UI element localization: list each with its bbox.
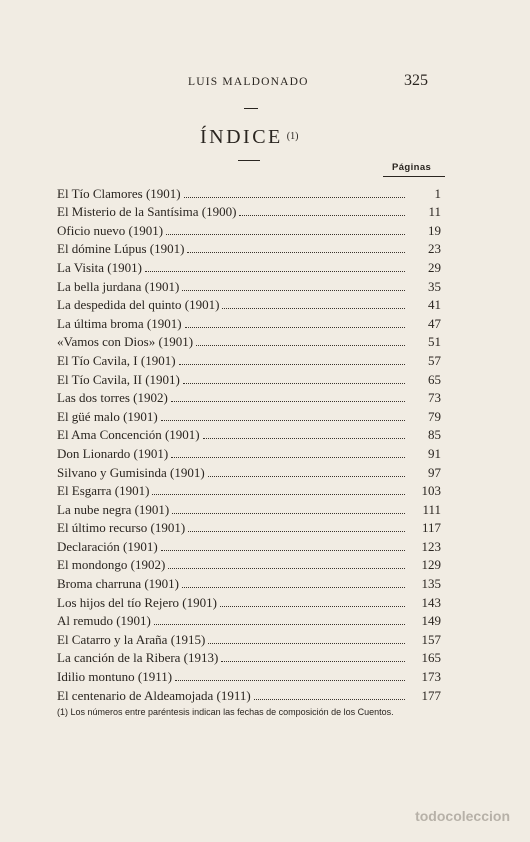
toc-entry (57, 593, 441, 612)
toc-entry (57, 649, 441, 668)
toc-entry-title: Los hijos del tío Rejero (1901) (57, 594, 217, 610)
toc-entry-page: 29 (428, 259, 441, 275)
toc-entry-title: Al remudo (1901) (57, 613, 151, 629)
toc-dot-leader (254, 699, 405, 700)
toc-entry (57, 296, 441, 315)
head-rule (244, 108, 258, 109)
toc-entry-page: 165 (421, 650, 441, 666)
toc-entry-title: Oficio nuevo (1901) (57, 222, 164, 238)
toc-dot-leader (166, 234, 405, 235)
title-rule (238, 160, 260, 161)
toc-entry (57, 444, 441, 463)
toc-entry (57, 519, 441, 538)
toc-entry-page: 149 (421, 613, 441, 629)
toc-entry (57, 277, 441, 296)
toc-dot-leader (196, 345, 405, 346)
toc-dot-leader (168, 568, 405, 569)
toc-entry (57, 351, 441, 370)
toc-entry-title: El güé malo (1901) (57, 408, 158, 424)
toc-dot-leader (208, 476, 405, 477)
toc-entry-page: 73 (428, 390, 441, 406)
toc-entry-title: Idilio montuno (1911) (57, 669, 173, 685)
toc-dot-leader (171, 401, 405, 402)
toc-entry-page: 23 (428, 241, 441, 257)
toc-entry (57, 240, 441, 259)
toc-entry-page: 117 (421, 520, 441, 536)
toc-entry-page: 123 (421, 538, 441, 554)
toc-dot-leader (161, 550, 405, 551)
toc-entry-page: 41 (428, 297, 441, 313)
title-footnote-mark: (1) (286, 131, 299, 142)
toc-entry (57, 482, 441, 501)
toc-entry-page: 111 (422, 501, 441, 517)
toc-entry-page: 85 (428, 427, 441, 443)
toc-entry-title: El dómine Lúpus (1901) (57, 241, 185, 257)
toc-entry-title: La bella jurdana (1901) (57, 278, 180, 294)
toc-dot-leader (239, 215, 405, 216)
toc-entry-page: 19 (428, 222, 441, 238)
toc-entry (57, 389, 441, 408)
toc-entry-title: Silvano y Gumisinda (1901) (57, 464, 205, 480)
toc-entry-page: 47 (428, 315, 441, 331)
toc-entry (57, 426, 441, 445)
toc-dot-leader (203, 438, 405, 439)
toc-dot-leader (188, 531, 405, 532)
toc-entry (57, 667, 441, 686)
toc-entry-page: 157 (421, 631, 441, 647)
toc-dot-leader (184, 197, 405, 198)
toc-entry (57, 203, 441, 222)
toc-entry (57, 574, 441, 593)
toc-dot-leader (222, 308, 405, 309)
toc-entry (57, 630, 441, 649)
toc-entry-title: El Tío Cavila, II (1901) (57, 371, 180, 387)
toc-entry (57, 612, 441, 631)
toc-entry-page: 143 (421, 594, 441, 610)
toc-dot-leader (145, 271, 405, 272)
toc-entry (57, 184, 441, 203)
toc-dot-leader (154, 624, 405, 625)
toc-entry (57, 463, 441, 482)
toc-dot-leader (172, 513, 405, 514)
table-of-contents (57, 184, 441, 705)
pages-header-rule (383, 176, 445, 177)
toc-dot-leader (182, 290, 405, 291)
toc-dot-leader (179, 364, 405, 365)
running-head (0, 72, 530, 94)
toc-entry (57, 221, 441, 240)
toc-entry (57, 537, 441, 556)
toc-dot-leader (183, 383, 405, 384)
toc-dot-leader (152, 494, 405, 495)
toc-entry-page: 97 (428, 464, 441, 480)
toc-entry (57, 407, 441, 426)
toc-entry (57, 258, 441, 277)
toc-entry (57, 686, 441, 705)
toc-entry-title: La última broma (1901) (57, 315, 182, 331)
toc-entry-title: El Esgarra (1901) (57, 483, 150, 499)
toc-dot-leader (175, 680, 405, 681)
pages-column-header: Páginas (392, 162, 432, 173)
toc-entry-title: El Tío Clamores (1901) (57, 185, 181, 201)
toc-entry (57, 556, 441, 575)
toc-entry-title: El Tío Cavila, I (1901) (57, 352, 176, 368)
toc-entry (57, 333, 441, 352)
toc-dot-leader (220, 606, 405, 607)
toc-entry-title: El centenario de Aldeamojada (1911) (57, 687, 251, 703)
footnote: (1) Los números entre paréntesis indican las fechas de composición de los Cuentos. (57, 707, 394, 717)
toc-entry-page: 65 (428, 371, 441, 387)
toc-entry-page: 57 (428, 352, 441, 368)
toc-entry-title: Declaración (1901) (57, 538, 158, 554)
toc-entry-title: Las dos torres (1902) (57, 390, 168, 406)
toc-entry-page: 91 (428, 445, 441, 461)
toc-entry-title: Don Lionardo (1901) (57, 445, 169, 461)
toc-entry-page: 35 (428, 278, 441, 294)
toc-entry (57, 314, 441, 333)
toc-entry (57, 500, 441, 519)
toc-entry (57, 370, 441, 389)
toc-entry-page: 51 (428, 334, 441, 350)
toc-entry-title: El mondongo (1902) (57, 557, 166, 573)
toc-entry-page: 1 (434, 185, 441, 201)
toc-dot-leader (208, 643, 405, 644)
page-number: 325 (404, 72, 428, 89)
toc-entry-title: El Catarro y la Araña (1915) (57, 631, 206, 647)
toc-entry-title: El último recurso (1901) (57, 520, 186, 536)
toc-entry-title: Broma charruna (1901) (57, 576, 180, 592)
toc-entry-page: 79 (428, 408, 441, 424)
toc-entry-title: La canción de la Ribera (1913) (57, 650, 219, 666)
toc-entry-page: 173 (421, 669, 441, 685)
toc-entry-title: El Misterio de la Santísima (1900) (57, 204, 237, 220)
toc-entry-title: «Vamos con Dios» (1901) (57, 334, 194, 350)
watermark-text: todocoleccion (415, 808, 510, 824)
toc-entry-title: El Ama Concención (1901) (57, 427, 200, 443)
toc-dot-leader (187, 252, 405, 253)
toc-entry-page: 103 (421, 483, 441, 499)
toc-entry-title: La nube negra (1901) (57, 501, 170, 517)
toc-entry-title: La despedida del quinto (1901) (57, 297, 220, 313)
watermark-logo (415, 808, 510, 824)
toc-dot-leader (161, 420, 405, 421)
toc-dot-leader (171, 457, 405, 458)
toc-dot-leader (185, 327, 405, 328)
author-name: LUIS MALDONADO (188, 76, 309, 88)
toc-dot-leader (182, 587, 405, 588)
toc-dot-leader (221, 661, 405, 662)
toc-entry-page: 11 (428, 204, 441, 220)
toc-entry-page: 177 (421, 687, 441, 703)
toc-entry-page: 135 (421, 576, 441, 592)
toc-entry-title: La Visita (1901) (57, 259, 142, 275)
index-title (200, 126, 298, 149)
toc-entry-page: 129 (421, 557, 441, 573)
index-title-text: ÍNDICE (200, 126, 283, 148)
